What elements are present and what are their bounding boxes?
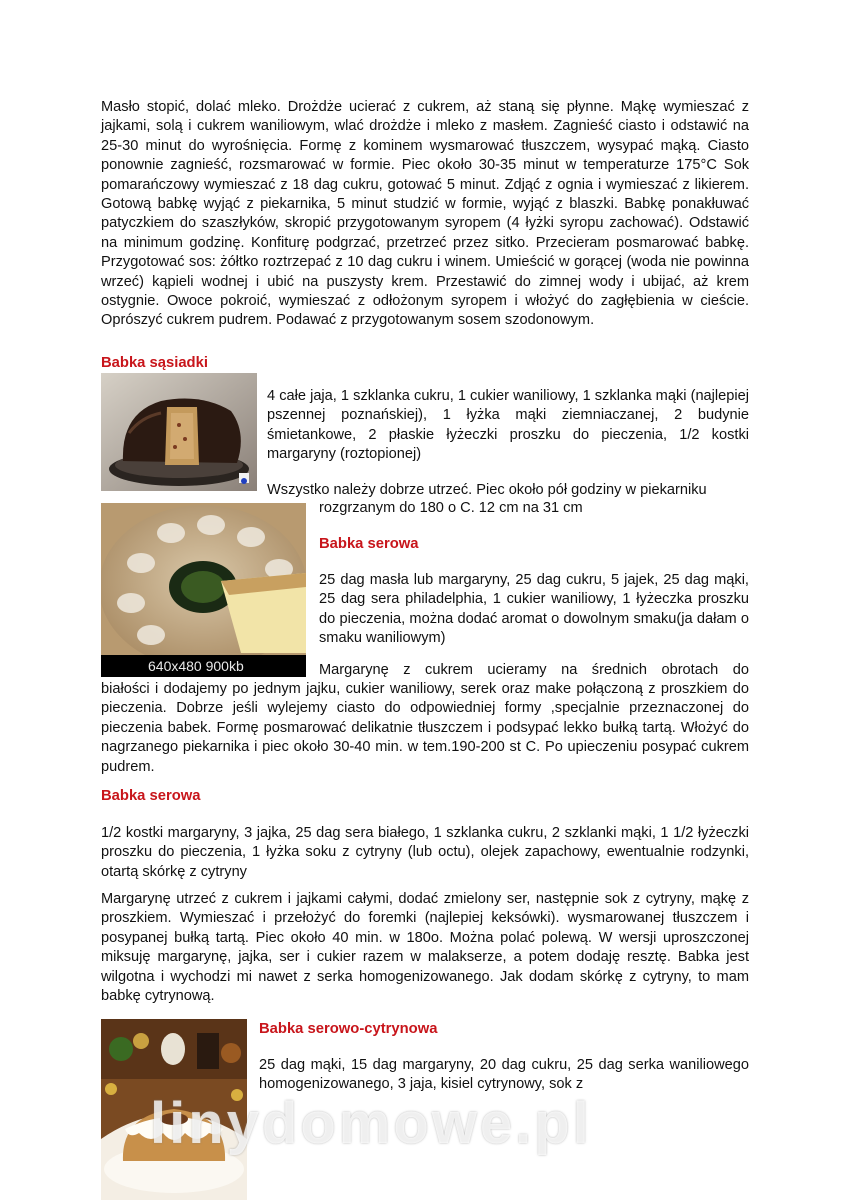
babka-sasiadki-method-line1: Wszystko należy dobrze utrzeć. Piec około pół godziny w piekarniku <box>267 482 707 498</box>
babka-serowa-1-method-rest: białości i dodajemy po jednym jajku, cukier waniliowy, serek oraz make połączoną z proszkiem do pieczenia. Dobrze jeśli wylejemy ciasto do odpowiedniej formy ,specjalnie przeznaczonej do pieczenia babek. Formę posmarować delikatnie tłuszczem i podsypać lekko bułką tartą. Włożyć do nagrzanego piekarnika i piec około 30-40 min. w tem.190-200 st C. Po upieczeniu posypać cukrem pudrem. <box>101 681 749 775</box>
recipe-title-babka-serowa-2: Babka serowa <box>101 788 201 804</box>
recipe-title-babka-serowa-1: Babka serowa <box>319 536 419 552</box>
photo-caption: 640x480 900kb <box>148 658 244 674</box>
babka-serowa-1-method-line1: Margarynę z cukrem ucieramy na średnich obrotach do <box>319 662 749 678</box>
babka-serowo-cytrynowa-ingredients: 25 dag mąki, 15 dag margaryny, 20 dag cukru, 25 dag serka waniliowego homogenizowanego, 3 jaja, kisiel cytrynowy, sok z <box>259 1057 749 1093</box>
babka-serowa-1-ingredients: 25 dag masła lub margaryny, 25 dag cukru, 5 jajek, 25 dag mąki, 25 dag sera philadelphia, 1 cukier waniliowy, 1 łyżeczka proszku do pieczenia, można dodać aromat o dowolnym smaku(ja dałam o smaku waniliowym) <box>319 572 749 647</box>
babka-serowa-photo <box>101 503 306 677</box>
babka-serowa-2-ingredients: 1/2 kostki margaryny, 3 jajka, 25 dag sera białego, 1 szklanka cukru, 2 szklanki mąki, 1 1/2 łyżeczki proszku do pieczenia, 1 łyżka soku z cytryny (lub octu), olejek zapachowy, ewentualnie rodzynki, otartą skórkę z cytryny <box>101 825 749 880</box>
recipe-title-babka-sasiadki: Babka sąsiadki <box>101 355 208 371</box>
intro-paragraph: Masło stopić, dolać mleko. Drożdże ucierać z cukrem, aż staną się płynne. Mąkę wymieszać z jajkami, solą i cukrem waniliowym, wlać drożdże i mleko z masłem. Zagnieść ciasto i odstawić na 25-30 minut do wyrośnięcia. Formę z kominem wysmarować tłuszczem, wysypać mąką. Ciasto ponownie zagnieść, rozsmarować w formie. Piec około 30-35 minut w temperaturze 175°C Sok pomarańczowy wymieszać z 18 dag cukru, gotować 5 minut. Zdjąć z ognia i wymieszać z likierem. Gotową babkę wyjąć z piekarnika, 5 minut studzić w formie, wyjąć z blaszki. Babkę ponakłuwać patyczkiem do szaszłyków, skropić przygotowanym syropem (4 łyżki syropu zachować). Odstawić na minimum godzinę. Konfiturę podgrzać, przetrzeć przez sitko. Przecieram posmarować babkę. Przygotować sos: żółtko roztrzepać z 10 dag cukru i winem. Umieścić w gorącej (woda nie powinna wrzeć) kąpieli wodnej i ubić na puszysty krem. Przestawić do zimnej wody i ubijać, aż krem ostygnie. Owoce pokroić, wymieszać z odłożonym syropem i włożyć do zagłębienia w cieście. Oprószyć cukrem pudrem. Podawać z przygotowanym sosem szodonowym. <box>101 99 749 329</box>
babka-serowa-2-method: Margarynę utrzeć z cukrem i jajkami całymi, dodać zmielony ser, następnie sok z cytryny, mąkę z proszkiem. Wymieszać i przełożyć do foremki (najlepiej keksówki). wysmarowanej tłuszczem i posypanej bułką tartą. Piec około 40 min. w 180o. Można polać polewą. W wersji uproszczonej miksuję margarynę, jajka, ser i cukier razem w malakserze, a potem dodaję resztę. Babka jest wilgotna i wychodzi mi nawet z serka homogenizowanego. Jak dodam skórkę z cytryny, to mam babkę cytrynową. <box>101 891 749 1005</box>
recipe-title-babka-serowo-cytrynowa: Babka serowo-cytrynowa <box>259 1021 438 1037</box>
watermark: linydomowe.pl <box>150 1091 592 1156</box>
babka-sasiadki-photo <box>101 373 257 491</box>
babka-sasiadki-ingredients: 4 całe jaja, 1 szklanka cukru, 1 cukier waniliowy, 1 szklanka mąki (najlepiej pszennej poznańskiej), 1 łyżka mąki ziemniaczanej, 2 budynie śmietankowe, 2 płaskie łyżeczki proszku do pieczenia, 1/2 kostki margaryny (roztopionej) <box>267 388 749 463</box>
babka-sasiadki-method-line2: rozgrzanym do 180 o C. 12 cm na 31 cm <box>319 500 583 516</box>
